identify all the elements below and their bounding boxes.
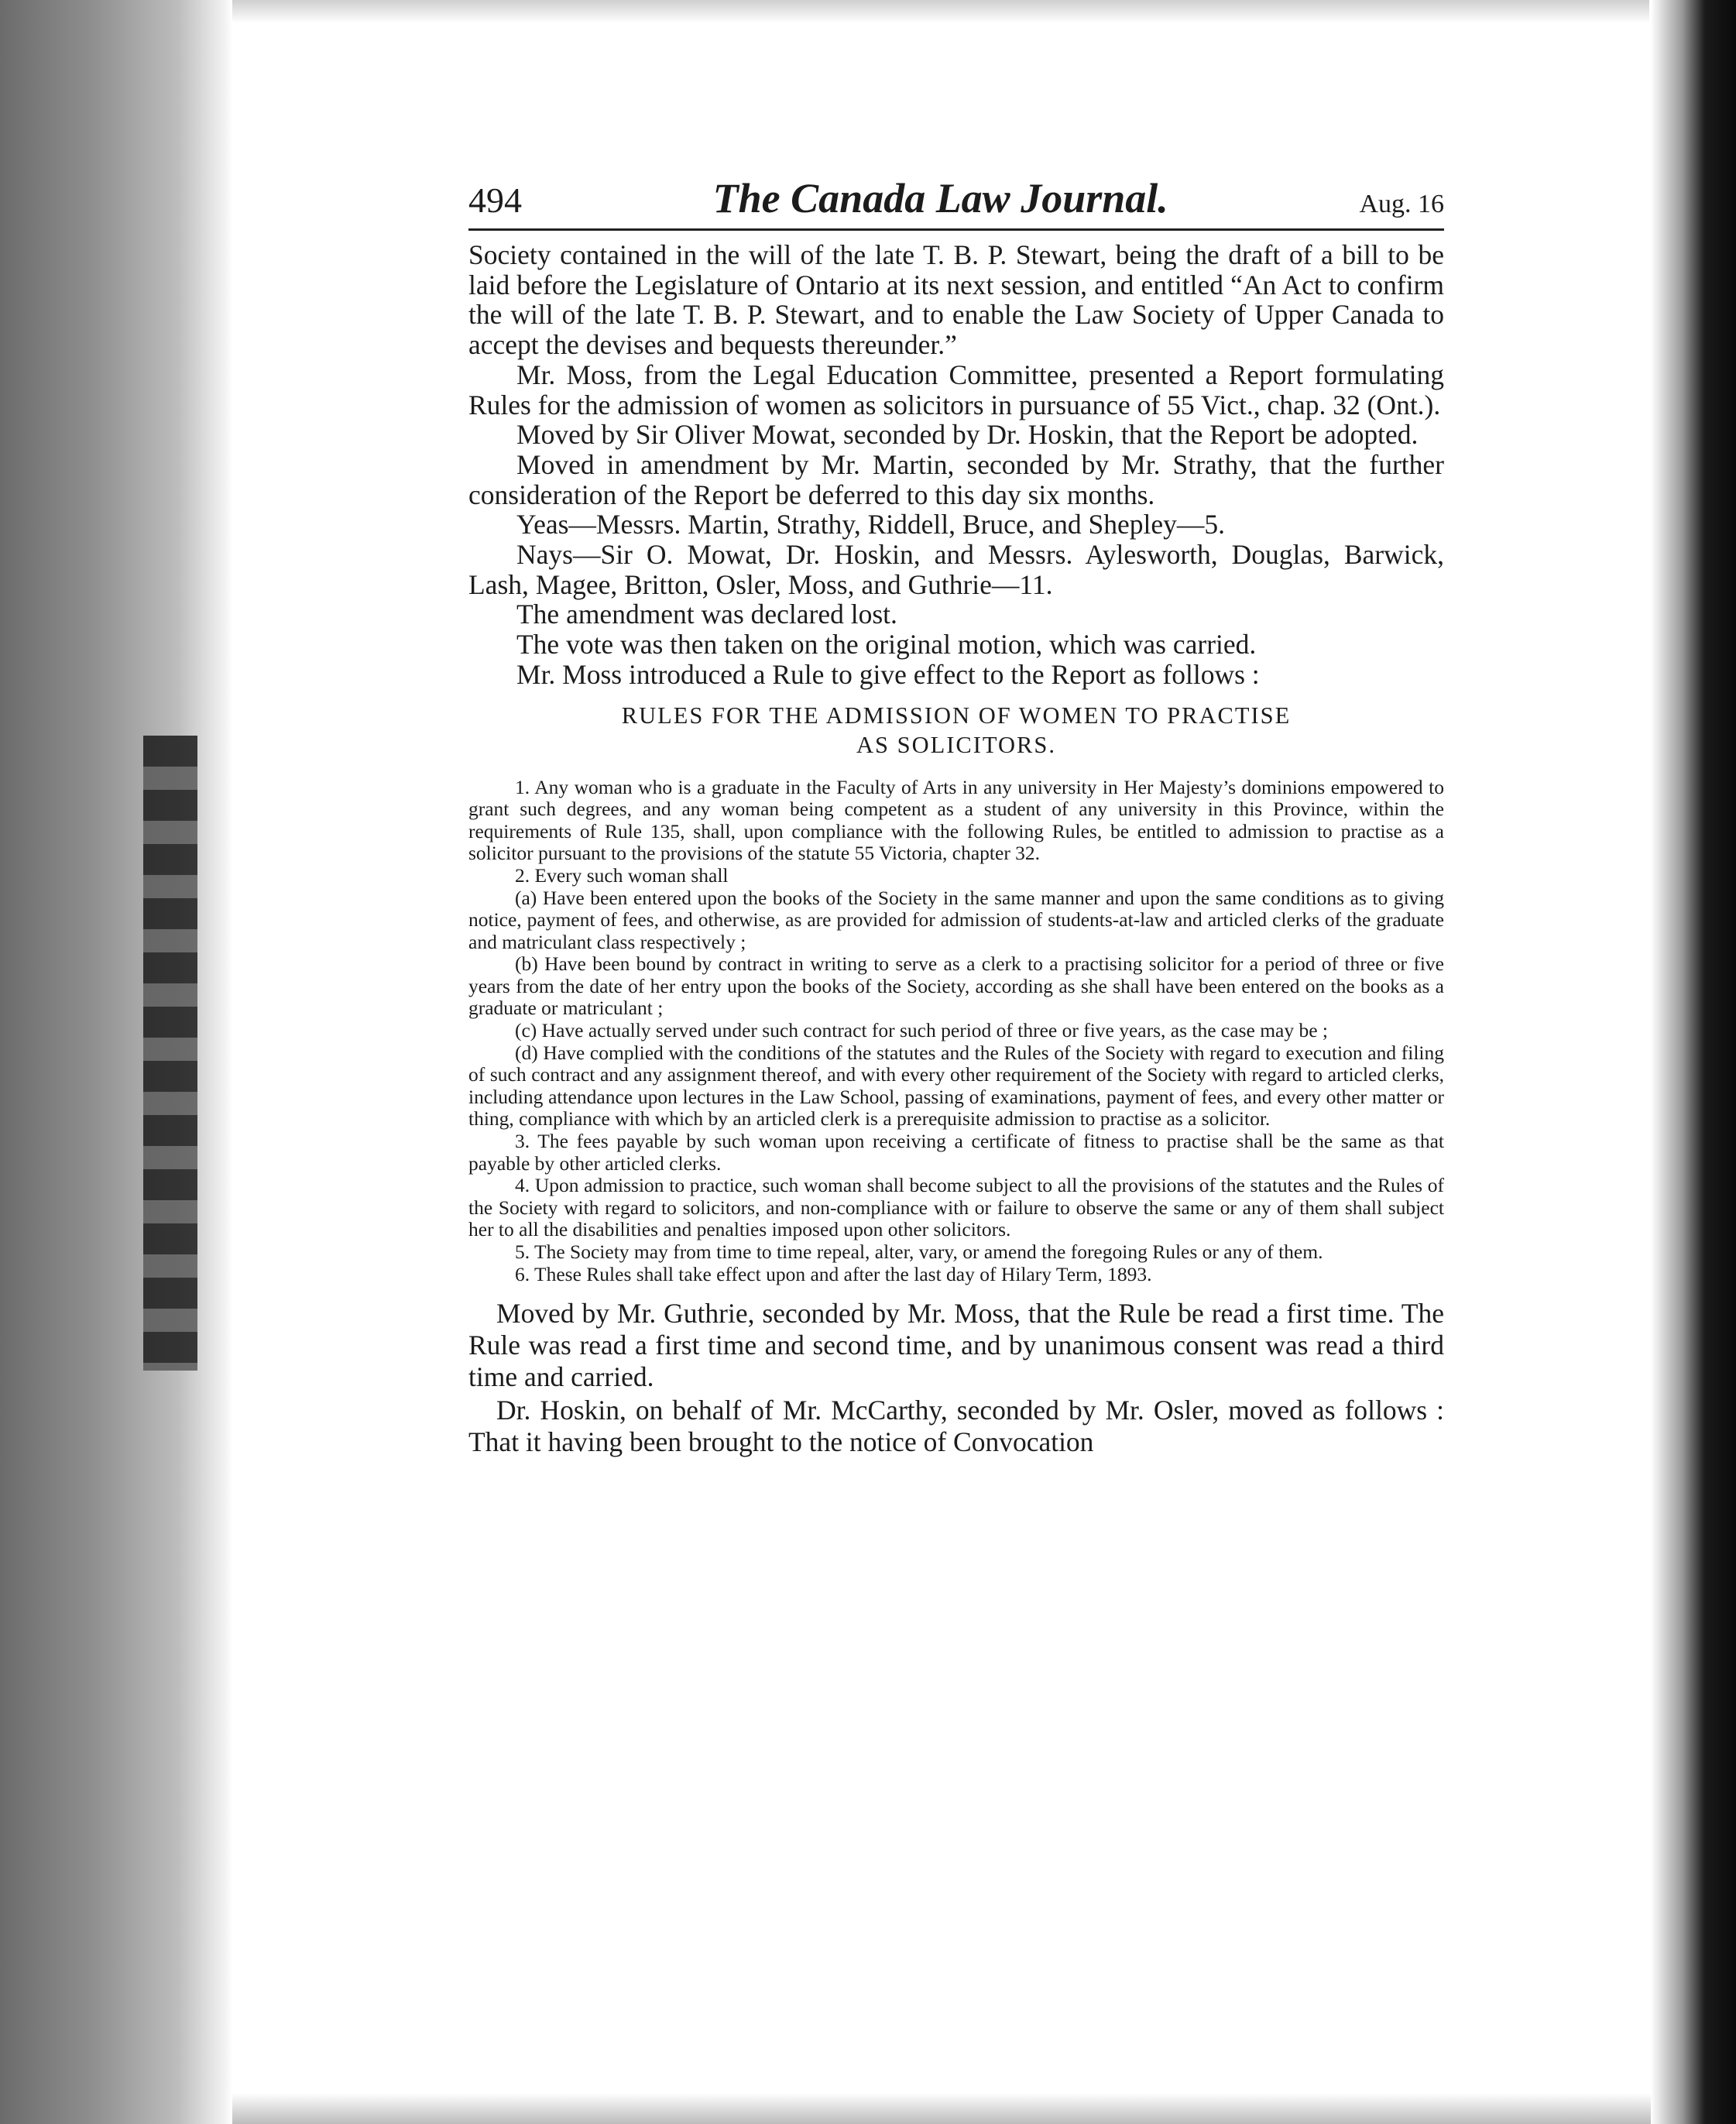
scan-bottom-edge xyxy=(232,2093,1651,2124)
scan-right-edge xyxy=(1651,0,1736,2124)
page-header xyxy=(468,174,1444,231)
scan-binding-marks xyxy=(143,736,197,1371)
rule-item: 5. The Society may from time to time repeal, alter, vary, or amend the foregoing Rules or any of them. xyxy=(515,1240,1323,1264)
rules-heading xyxy=(468,701,1444,760)
rule-item: (b) Have been bound by contract in writing to serve as a clerk to a practising solicitor for a period of three or five years from the date of her entry upon the books of the Society, according as she shall have been entered on the books as a graduate or matriculant ; xyxy=(468,952,1444,1020)
paragraph: Moved by Mr. Guthrie, seconded by Mr. Moss, that the Rule be read a first time. The Rule was read a first time and second time, and by unanimous consent was read a third time and carried. xyxy=(468,1298,1444,1393)
issue-date: Aug. 16 xyxy=(1359,190,1444,218)
journal-title: The Canada Law Journal. xyxy=(712,175,1168,221)
rule-item: 6. These Rules shall take effect upon and after the last day of Hilary Term, 1893. xyxy=(515,1262,1152,1285)
rules-heading-line-1: RULES FOR THE ADMISSION OF WOMEN TO PRACTISE xyxy=(621,702,1292,729)
rule-item: 4. Upon admission to practice, such woman shall become subject to all the provisions of the statutes and the Rules of the Society with regard to solicitors, and non-compliance with or failure to observe the same or any of them shall subject her to all the disabilities and penalties imposed upon other solicitors. xyxy=(468,1174,1444,1241)
journal-page xyxy=(468,174,1444,1458)
paragraph: Mr. Moss introduced a Rule to give effect to the Report as follows : xyxy=(516,658,1260,690)
paragraph: Dr. Hoskin, on behalf of Mr. McCarthy, seconded by Mr. Osler, moved as follows : That it having been brought to the notice of Convocation xyxy=(468,1395,1444,1458)
paragraph: Society contained in the will of the late T. B. P. Stewart, being the draft of a bill to be laid before the Legislature of Ontario at its next session, and entitled “An Act to confirm the will of the late T. B. P. Stewart, and to enable the Law Society of Upper Canada to accept the devises and bequests thereunder.” xyxy=(468,239,1444,361)
rule-item: 2. Every such woman shall xyxy=(515,863,729,887)
lower-body xyxy=(468,1298,1444,1458)
scan-top-edge xyxy=(232,0,1649,23)
paragraph: Nays—Sir O. Mowat, Dr. Hoskin, and Messrs. Aylesworth, Douglas, Barwick, Lash, Magee, Britton, Osler, Moss, and Guthrie—11. xyxy=(468,539,1444,600)
paragraph: The vote was then taken on the original motion, which was carried. xyxy=(516,629,1257,661)
rule-item: (a) Have been entered upon the books of the Society in the same manner and upon the same conditions as to giving notice, payment of fees, and otherwise, as are provided for admission of students-at-law and articled clerks of the graduate and matriculant class respectively ; xyxy=(468,886,1444,953)
paragraph: Mr. Moss, from the Legal Education Committee, presented a Report formulating Rules for the admission of women as solicitors in pursuance of 55 Vict., chap. 32 (Ont.). xyxy=(468,359,1444,420)
paragraph: Yeas—Messrs. Martin, Strathy, Riddell, Bruce, and Shepley—5. xyxy=(516,509,1226,540)
paragraph: Moved in amendment by Mr. Martin, seconded by Mr. Strathy, that the further consideration of the Report be deferred to this day six months. xyxy=(468,448,1444,510)
page-number: 494 xyxy=(468,180,522,220)
rule-item: (c) Have actually served under such contract for such period of three or five years, as the case may be ; xyxy=(515,1019,1328,1042)
rule-item: 1. Any woman who is a graduate in the Faculty of Arts in any university in Her Majesty’s dominions empowered to grant such degrees, and any woman being competent as a student of any university in this Province, within the requirements of Rule 135, shall, upon compliance with the following Rules, be entitled to admission to practise as a solicitor pursuant to the provisions of the statute 55 Victoria, chapter 32. xyxy=(468,775,1444,865)
rules-list xyxy=(468,777,1444,1286)
rule-item: 3. The fees payable by such woman upon receiving a certificate of fitness to practise shall be the same as that payable by other articled clerks. xyxy=(468,1130,1444,1175)
paragraph: The amendment was declared lost. xyxy=(516,599,897,630)
paragraph: Moved by Sir Oliver Mowat, seconded by Dr. Hoskin, that the Report be adopted. xyxy=(516,419,1419,451)
rule-item: (d) Have complied with the conditions of the statutes and the Rules of the Society with regard to execution and filing of such contract and any assignment thereof, and with every other requirement of the Society with regard to articled clerks, including attendance upon lectures in the Law School, passing of examinations, payment of fees, and every other matter or thing, compliance with which by an articled clerk is a prerequisite admission to practise as a solicitor. xyxy=(468,1041,1444,1131)
upper-body xyxy=(468,240,1444,690)
rules-heading-line-2: AS SOLICITORS. xyxy=(856,731,1056,758)
scan-left-edge xyxy=(0,0,232,2124)
